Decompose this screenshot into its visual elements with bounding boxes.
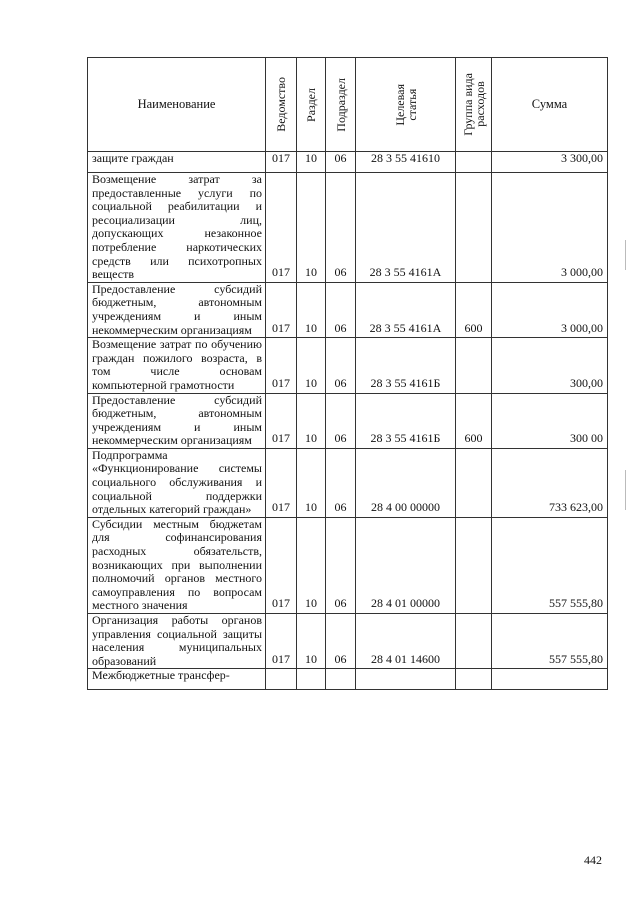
header-name: Наименование: [88, 58, 266, 152]
table-header-row: [88, 58, 608, 152]
row-target: 28 3 55 4161А: [356, 282, 456, 337]
row-target: 28 4 01 00000: [356, 517, 456, 613]
row-sum: 300,00: [492, 338, 608, 393]
row-vedomstvo: 017: [266, 173, 297, 283]
header-sum: Сумма: [492, 58, 608, 152]
row-vedomstvo: 017: [266, 152, 297, 173]
row-vedomstvo: 017: [266, 338, 297, 393]
row-razdel: 10: [297, 517, 326, 613]
row-sum: 300 00: [492, 393, 608, 448]
row-sum: 3 000,00: [492, 282, 608, 337]
row-podrazdel: 06: [326, 152, 356, 173]
row-group: [456, 614, 492, 669]
row-vedomstvo: 017: [266, 448, 297, 517]
row-sum: 3 000,00: [492, 173, 608, 283]
table-row: [88, 669, 608, 690]
row-group: [456, 173, 492, 283]
row-razdel: 10: [297, 614, 326, 669]
row-podrazdel: 06: [326, 393, 356, 448]
row-podrazdel: 06: [326, 614, 356, 669]
row-target: 28 3 55 4161А: [356, 173, 456, 283]
row-name: Организация работы органов управления социальной защиты населения муниципальных образований: [88, 614, 266, 669]
row-podrazdel: 06: [326, 517, 356, 613]
row-vedomstvo: 017: [266, 517, 297, 613]
row-podrazdel: [326, 669, 356, 690]
row-group: [456, 338, 492, 393]
row-razdel: 10: [297, 448, 326, 517]
row-vedomstvo: 017: [266, 393, 297, 448]
row-name: Подпрограмма «Функционирование системы социального обслуживания и социальной поддержки отдельных категорий граждан»: [88, 448, 266, 517]
row-vedomstvo: 017: [266, 282, 297, 337]
row-group: [456, 669, 492, 690]
row-podrazdel: 06: [326, 282, 356, 337]
row-sum: 733 623,00: [492, 448, 608, 517]
row-name: Предоставление субсидий бюджетным, автономным учреждениям и иным некоммерческим организациям: [88, 393, 266, 448]
scan-artifact: [625, 240, 626, 270]
row-target: 28 4 01 14600: [356, 614, 456, 669]
header-target: Целевая статья: [356, 58, 456, 152]
table-row: [88, 448, 608, 517]
table-row: [88, 152, 608, 173]
row-sum: 557 555,80: [492, 517, 608, 613]
header-razdel: Раздел: [297, 58, 326, 152]
table-row: [88, 338, 608, 393]
row-group: [456, 448, 492, 517]
row-razdel: [297, 669, 326, 690]
table-row: [88, 517, 608, 613]
row-name: защите граждан: [88, 152, 266, 173]
row-name: Предоставление субсидий бюджетным, автономным учреждениям и иным некоммерческим организациям: [88, 282, 266, 337]
row-razdel: 10: [297, 152, 326, 173]
header-vedomstvo: Ведомство: [266, 58, 297, 152]
row-razdel: 10: [297, 393, 326, 448]
page-number: 442: [584, 853, 602, 867]
scan-artifact: [625, 470, 626, 510]
table-row: [88, 393, 608, 448]
row-target: 28 3 55 4161Б: [356, 393, 456, 448]
row-name: Субсидии местным бюджетам для софинансирования расходных обязательств, возникающих при выполнении полномочий органов местного самоуправления по вопросам местного значения: [88, 517, 266, 613]
row-podrazdel: 06: [326, 338, 356, 393]
row-sum: 3 300,00: [492, 152, 608, 173]
header-podrazdel: Подраздел: [326, 58, 356, 152]
table-row: [88, 614, 608, 669]
header-group: Группа вида расходов: [456, 58, 492, 152]
row-razdel: 10: [297, 338, 326, 393]
row-sum: [492, 669, 608, 690]
row-target: [356, 669, 456, 690]
row-sum: 557 555,80: [492, 614, 608, 669]
row-name: Межбюджетные трансфер-: [88, 669, 266, 690]
row-name: Возмещение затрат за предоставленные услуги по социальной реабилитации и ресоциализации лиц, допускающих незаконное потребление наркотических средств или психотропных веществ: [88, 173, 266, 283]
row-razdel: 10: [297, 282, 326, 337]
row-vedomstvo: 017: [266, 614, 297, 669]
row-target: 28 3 55 41610: [356, 152, 456, 173]
row-podrazdel: 06: [326, 448, 356, 517]
row-name: Возмещение затрат по обучению граждан пожилого возраста, в том числе основам компьютерной грамотности: [88, 338, 266, 393]
row-podrazdel: 06: [326, 173, 356, 283]
row-group: 600: [456, 393, 492, 448]
row-razdel: 10: [297, 173, 326, 283]
row-target: 28 4 00 00000: [356, 448, 456, 517]
row-group: 600: [456, 282, 492, 337]
row-group: [456, 517, 492, 613]
budget-table: [87, 57, 608, 690]
row-target: 28 3 55 4161Б: [356, 338, 456, 393]
row-group: [456, 152, 492, 173]
row-vedomstvo: [266, 669, 297, 690]
table-row: [88, 282, 608, 337]
table-row: [88, 173, 608, 283]
